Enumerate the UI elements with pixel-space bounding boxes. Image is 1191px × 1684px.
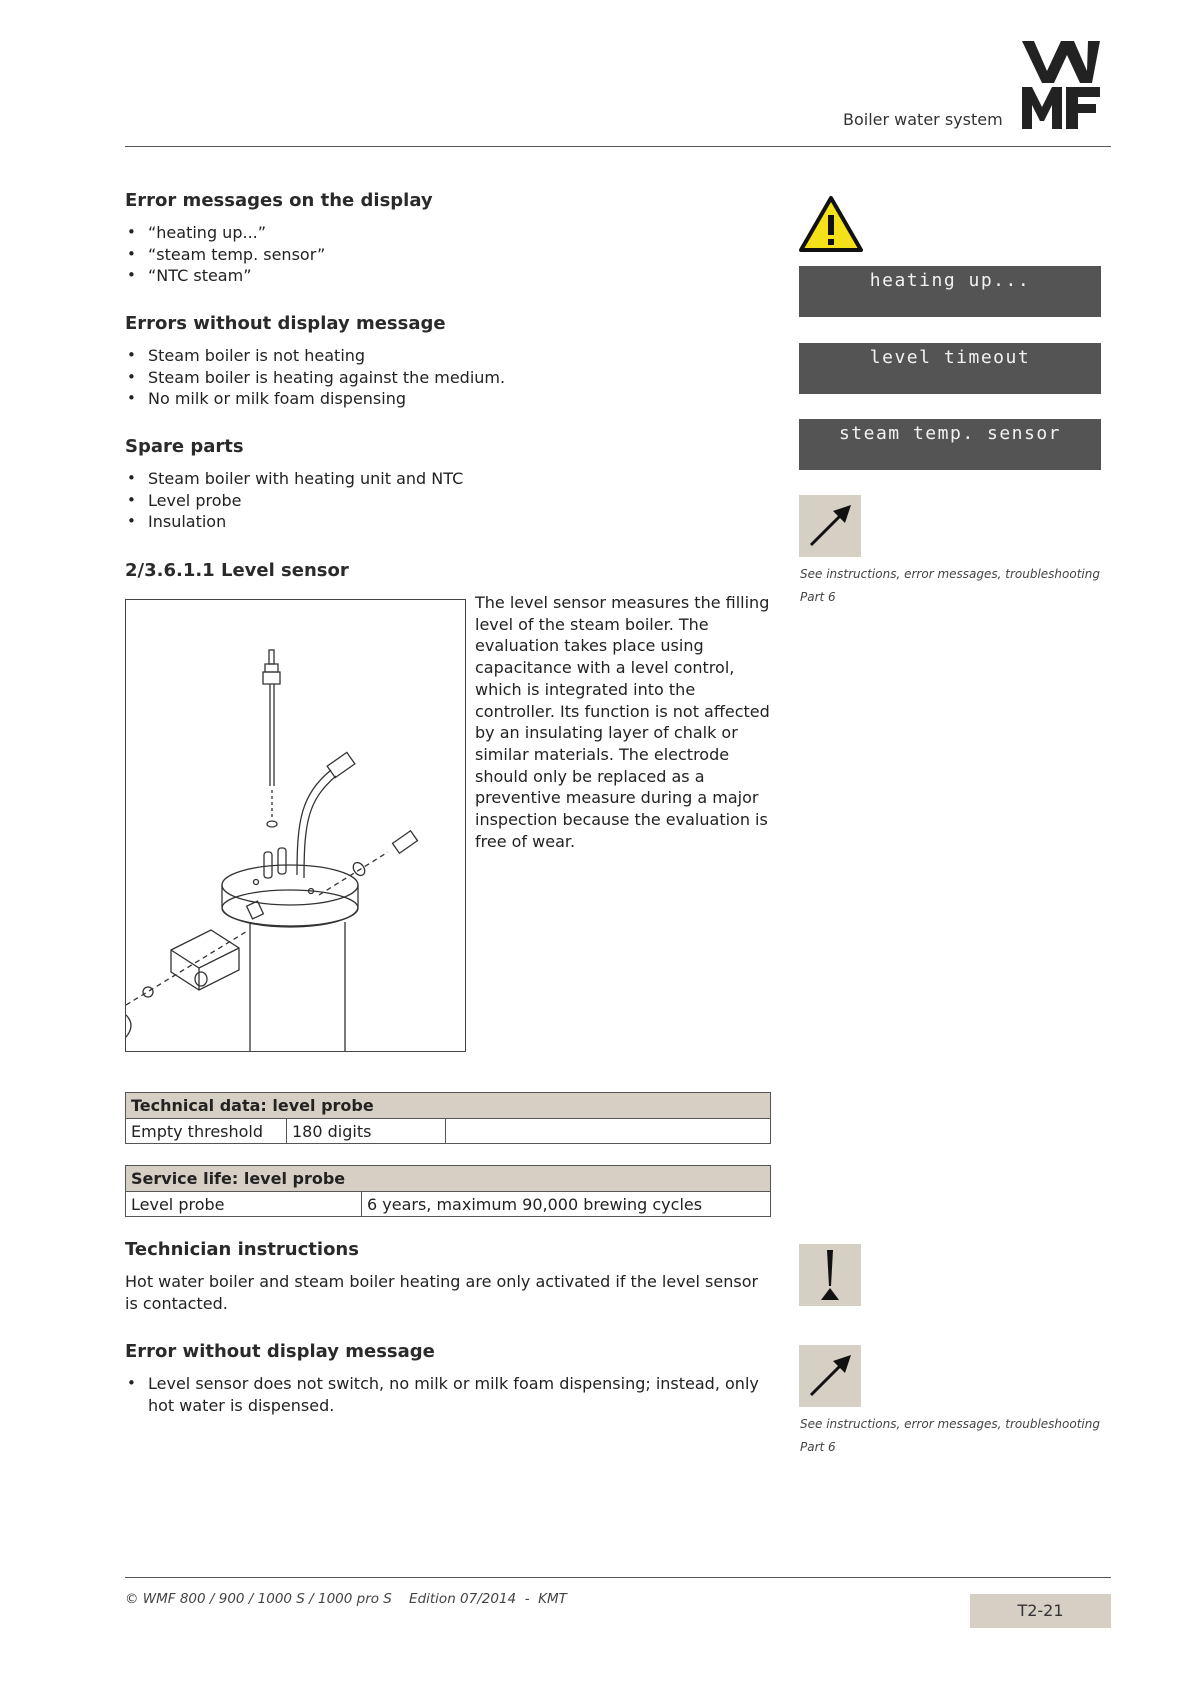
service-life-table [125, 1165, 771, 1217]
section-heading: Error without display message [125, 1341, 435, 1362]
display-heating-up: heating up... [799, 266, 1101, 317]
list-item: • “NTC steam” [125, 265, 433, 287]
table-cell: 6 years, maximum 90,000 brewing cycles [362, 1192, 771, 1217]
note-line: See instructions, error messages, troubleshooting [800, 567, 1100, 581]
page-number: T2-21 [970, 1594, 1111, 1628]
section-error-no-display [125, 1341, 765, 1416]
section-heading: Spare parts [125, 436, 244, 457]
table-cell: Level probe [126, 1192, 362, 1217]
section-heading: Errors without display message [125, 313, 446, 334]
note-line: See instructions, error messages, troubleshooting [800, 1417, 1100, 1431]
list-item: • Insulation [125, 511, 463, 533]
technical-data-table [125, 1092, 771, 1144]
boiler-drawing [126, 600, 465, 1051]
level-sensor-heading: 2/3.6.1.1 Level sensor [125, 560, 349, 581]
level-sensor-description: The level sensor measures the filling level of the steam boiler. The evaluation takes place using capacitance with a level control, which is integrated into the controller. Its function is not affected by an insulating layer of chalk or similar materials. The electrode should only be replaced as a preventive measure during a major inspection because the evaluation is free of wear. [475, 593, 770, 851]
table-cell: Empty threshold [126, 1119, 287, 1144]
note-line: Part 6 [800, 590, 836, 604]
section-technician [125, 1239, 765, 1314]
section-heading: Error messages on the display [125, 190, 433, 211]
display-steam-temp-sensor: steam temp. sensor [799, 419, 1101, 470]
table-cell: 180 digits [287, 1119, 446, 1144]
list-item: • “steam temp. sensor” [125, 244, 433, 266]
wmf-logo [1022, 41, 1100, 129]
reference-arrow-icon [799, 1345, 861, 1407]
spare-parts-list [125, 468, 463, 533]
header-title: Boiler water system [843, 110, 1003, 129]
header-rule [125, 146, 1111, 147]
error-messages-list [125, 222, 433, 287]
exclamation-icon [799, 1244, 861, 1306]
reference-note [800, 1413, 1100, 1459]
section-heading: Technician instructions [125, 1239, 359, 1260]
reference-arrow-icon [799, 495, 861, 557]
list-item: • “heating up...” [125, 222, 433, 244]
table-header: Service life: level probe [126, 1166, 771, 1192]
section-errors-no-display [125, 313, 505, 410]
table-cell [446, 1119, 771, 1144]
table-row [126, 1119, 771, 1144]
list-item: • Level probe [125, 490, 463, 512]
table-header: Technical data: level probe [126, 1093, 771, 1119]
section-error-messages [125, 190, 433, 287]
list-item: • Steam boiler is heating against the medium. [125, 367, 505, 389]
list-item: • Level sensor does not switch, no milk or milk foam dispensing; instead, only hot water is dispensed. [125, 1373, 765, 1416]
section-spare-parts [125, 436, 463, 533]
note-line: Part 6 [800, 1440, 836, 1454]
level-sensor-drawing [125, 599, 466, 1052]
warning-icon [798, 195, 864, 253]
display-level-timeout: level timeout [799, 343, 1101, 394]
technician-text: Hot water boiler and steam boiler heating are only activated if the level sensor is contacted. [125, 1272, 759, 1313]
reference-note [800, 563, 1100, 609]
error-list [125, 1373, 765, 1416]
footer-text: © WMF 800 / 900 / 1000 S / 1000 pro S Edition 07/2014 - KMT [125, 1591, 567, 1607]
list-item: • Steam boiler with heating unit and NTC [125, 468, 463, 490]
footer-rule [125, 1577, 1111, 1578]
table-row [126, 1192, 771, 1217]
list-item: • Steam boiler is not heating [125, 345, 505, 367]
list-item: • No milk or milk foam dispensing [125, 388, 505, 410]
errors-list [125, 345, 505, 410]
